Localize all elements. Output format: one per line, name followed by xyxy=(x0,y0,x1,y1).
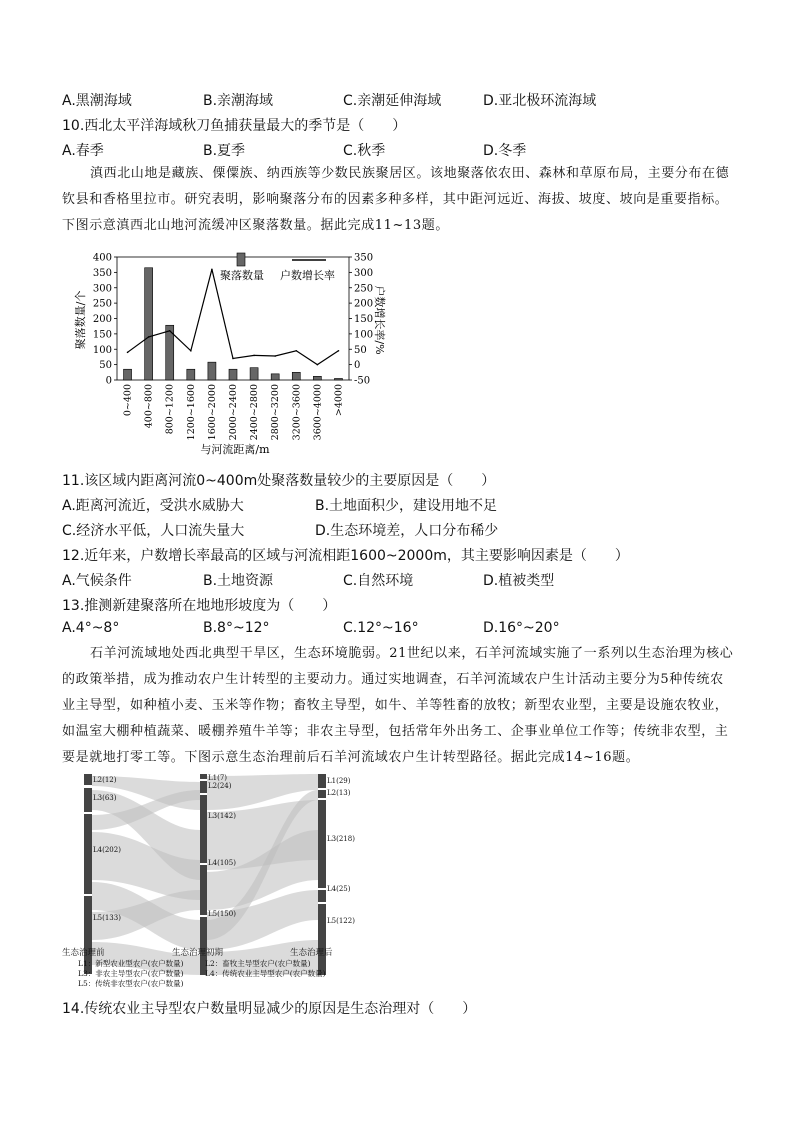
right-tick-label: -50 xyxy=(354,375,371,387)
before-label-l2: L2(12) xyxy=(93,776,117,784)
growth-rate-point xyxy=(148,336,150,338)
left-tick-label: 350 xyxy=(92,267,112,279)
after-label-l5: L5(122) xyxy=(327,917,355,925)
early-label-l5: L5(150) xyxy=(208,910,236,918)
q13-option-a: A.4°~8° xyxy=(62,620,120,636)
bar-0~400 xyxy=(124,369,132,380)
after-label-l3: L3(218) xyxy=(327,835,355,843)
early-label-l3: L3(142) xyxy=(208,812,236,820)
after-label-l1: L1(29) xyxy=(327,777,351,785)
right-tick-label: 350 xyxy=(354,252,374,264)
q10-option-b: B.夏季 xyxy=(203,143,246,159)
before-label-l3: L3(63) xyxy=(93,794,117,802)
livelihood-sankey-svg xyxy=(60,770,360,992)
chart-xlabel: 与河流距离/m xyxy=(200,443,270,456)
right-tick-label: 300 xyxy=(354,267,374,279)
q9-option-c: C.亲潮延伸海域 xyxy=(343,93,442,109)
q13-option-b: B.8°~12° xyxy=(203,620,270,636)
bar->4000 xyxy=(334,378,342,380)
q10-option-d: D.冬季 xyxy=(483,143,527,159)
settlement-chart xyxy=(70,245,386,460)
chart-ylabel-left: 聚落数量/个 xyxy=(74,290,87,350)
sankey-legend-l3: L3：非农主导型农户(农户数量) xyxy=(78,969,184,978)
q10-option-c: C.秋季 xyxy=(343,143,386,159)
stage-early: 生态治理初期 xyxy=(172,948,224,958)
x-tick-label: 2400~2800 xyxy=(249,384,261,441)
left-tick-label: 250 xyxy=(92,298,112,310)
before-label-l4: L4(202) xyxy=(93,846,121,854)
passage-shiyang: 石羊河流域地处西北典型干旱区，生态环境脆弱。21世纪以来，石羊河流域实施了一系列以生态治理为核心的政策举措，成为推动农户生计转型的主要动力。通过实地调查，石羊河流域农户生计活动主要分为5种传统农业主导型，如种植小麦、玉米等作物；畜牧主导型，如牛、羊等牲畜的放牧；新型农业型，主要是设施农牧业，如温室大棚种植蔬菜、暖棚养殖牛羊等；非农主导型，包括常年外出务工、企事业单位工作等；传统非农型，主要是就地打零工等。下图示意生态治理前后石羊河流域农户生计转型路径。据此完成14~16题。 xyxy=(62,646,734,765)
q12-option-b: B.土地资源 xyxy=(203,573,274,589)
q12-stem: 12.近年来，户数增长率最高的区域与河流相距1600~2000m，其主要影响因素是（ ） xyxy=(62,548,629,564)
left-tick-label: 150 xyxy=(92,329,112,341)
growth-rate-point xyxy=(338,350,340,352)
growth-rate-point xyxy=(127,352,129,354)
livelihood-sankey xyxy=(60,770,360,992)
right-tick-label: 50 xyxy=(354,344,367,356)
q12-option-d: D.植被类型 xyxy=(483,573,555,589)
right-tick-label: 200 xyxy=(354,298,374,310)
left-tick-label: 100 xyxy=(92,344,112,356)
bar-1200~1600 xyxy=(187,369,195,380)
q9-option-b: B.亲潮海域 xyxy=(203,93,274,109)
growth-rate-point xyxy=(232,358,234,360)
q11-stem: 11.该区域内距离河流0~400m处聚落数量较少的主要原因是（ ） xyxy=(62,473,496,489)
after-label-l4: L4(25) xyxy=(327,885,351,893)
growth-rate-point xyxy=(190,350,192,352)
x-tick-label: 3600~4000 xyxy=(312,384,324,441)
passage-settlement: 滇西北山地是藏族、傈僳族、纳西族等少数民族聚居区。该地聚落依农田、森林和草原布局，主要分布在德钦县和香格里拉市。研究表明，影响聚落分布的因素多种多样，其中距河远近、海拔、坡度、坡向是重要指标。下图示意滇西北山地河流缓冲区聚落数量。据此完成11~13题。 xyxy=(62,166,730,233)
settlement-chart-svg xyxy=(70,245,386,460)
x-tick-label: 1200~1600 xyxy=(185,384,197,441)
x-tick-label: 800~1200 xyxy=(164,384,176,435)
legend-bar-swatch xyxy=(237,253,245,266)
q14-stem: 14.传统农业主导型农户数量明显减少的原因是生态治理对（ ） xyxy=(62,1001,477,1017)
growth-rate-line xyxy=(128,269,339,364)
x-tick-label: >4000 xyxy=(333,384,345,417)
q11-option-a: A.距离河流近，受洪水威胁大 xyxy=(62,498,244,514)
left-tick-label: 50 xyxy=(99,360,112,372)
right-tick-label: 150 xyxy=(354,314,374,325)
x-tick-label: 400~800 xyxy=(143,384,155,429)
after-label-l2: L2(13) xyxy=(327,789,351,797)
growth-rate-point xyxy=(295,350,297,352)
q13-option-c: C.12°~16° xyxy=(343,620,419,636)
q12-option-c: C.自然环境 xyxy=(343,573,414,589)
x-tick-label: 0~400 xyxy=(122,384,134,417)
growth-rate-point xyxy=(253,355,255,357)
left-tick-label: 300 xyxy=(92,283,112,295)
sankey-legend-l1: L1：新型农业型农户(农户数量) xyxy=(78,959,184,968)
growth-rate-point xyxy=(169,330,171,332)
legend-bar-label: 聚落数量 xyxy=(220,269,264,282)
x-tick-label: 2800~3200 xyxy=(270,384,282,441)
bar-400~800 xyxy=(145,268,153,380)
q10-stem: 10.西北太平洋海域秋刀鱼捕获量最大的季节是（ ） xyxy=(62,118,407,134)
sankey-legend-l4: L4：传统农业主导型农户(农户数量) xyxy=(205,969,326,978)
right-tick-label: 0 xyxy=(354,360,361,372)
bar-3200~3600 xyxy=(292,372,300,380)
q10-option-a: A.春季 xyxy=(62,143,104,159)
bar-2400~2800 xyxy=(250,368,258,380)
q11-option-d: D.生态环境差，人口分布稀少 xyxy=(315,523,499,539)
left-tick-label: 400 xyxy=(92,252,112,264)
bar-3600~4000 xyxy=(313,376,321,380)
right-tick-label: 250 xyxy=(354,283,374,295)
chart-ylabel-right: 户数增长率/% xyxy=(373,285,386,355)
legend-line-label: 户数增长率 xyxy=(280,269,335,282)
early-label-l4: L4(105) xyxy=(208,859,236,867)
x-tick-label: 3200~3600 xyxy=(291,384,303,441)
growth-rate-point xyxy=(274,355,276,357)
q11-option-b: B.土地面积少，建设用地不足 xyxy=(315,498,498,514)
q12-option-a: A.气候条件 xyxy=(62,573,132,589)
sankey-legend-l5: L5：传统非农型农户(农户数量) xyxy=(78,979,184,988)
q9-option-d: D.亚北极环流海域 xyxy=(483,93,597,109)
growth-rate-point xyxy=(211,269,213,271)
q13-option-d: D.16°~20° xyxy=(483,620,560,636)
bar-2800~3200 xyxy=(271,374,279,380)
q11-option-c: C.经济水平低，人口流失量大 xyxy=(62,523,245,539)
x-tick-label: 1600~2000 xyxy=(206,384,218,441)
early-label-l2: L2(24) xyxy=(208,782,232,790)
before-label-l5: L5(133) xyxy=(93,914,121,922)
sankey-legend-l2: L2：畜牧主导型农户(农户数量) xyxy=(205,959,311,968)
stage-before: 生态治理前 xyxy=(62,948,105,958)
left-tick-label: 200 xyxy=(92,314,112,325)
bar-2000~2400 xyxy=(229,369,237,380)
growth-rate-point xyxy=(317,364,319,366)
x-tick-label: 2000~2400 xyxy=(228,384,239,441)
stage-after: 生态治理后 xyxy=(290,948,333,958)
q9-option-a: A.黑潮海域 xyxy=(62,93,132,109)
left-tick-label: 0 xyxy=(105,375,112,387)
bar-1600~2000 xyxy=(208,362,216,380)
early-label-l1: L1(7) xyxy=(208,774,228,782)
q13-stem: 13.推测新建聚落所在地地形坡度为（ ） xyxy=(62,598,337,614)
right-tick-label: 100 xyxy=(354,329,374,341)
